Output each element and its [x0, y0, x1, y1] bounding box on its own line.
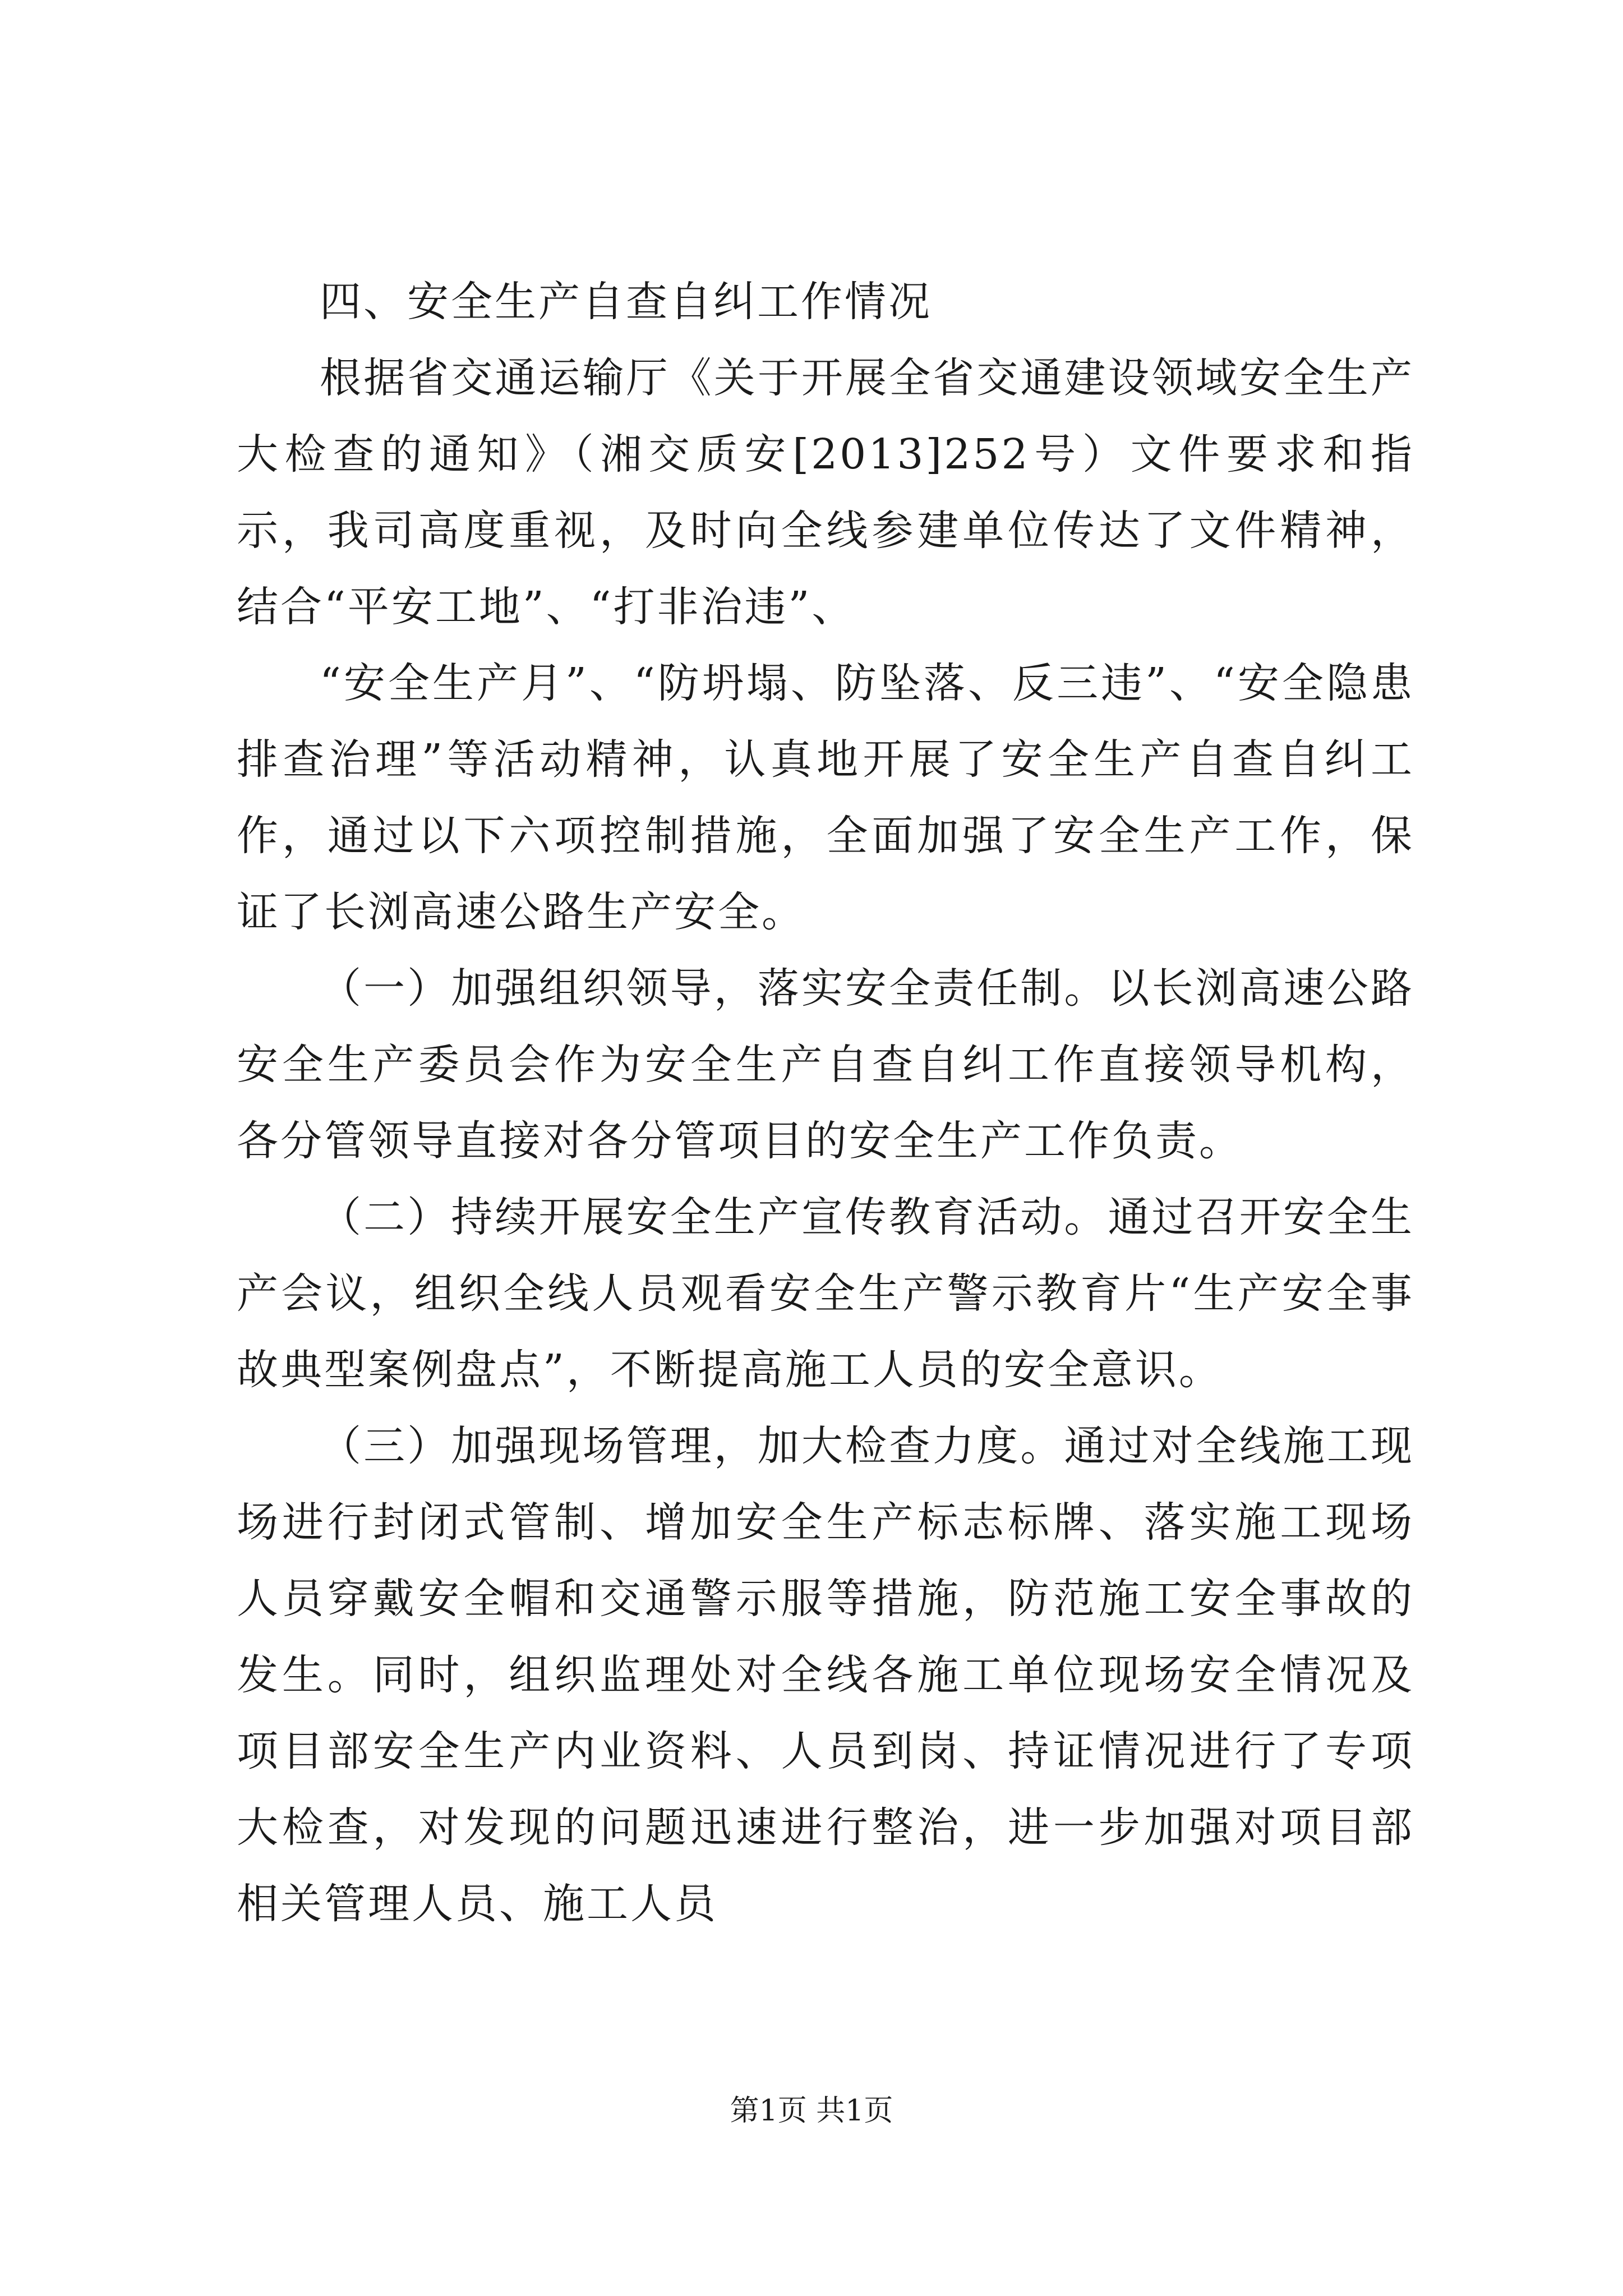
- document-body: [237, 264, 1414, 1942]
- paragraph-measure-3: （三）加强现场管理，加大检查力度。通过对全线施工现场进行封闭式管制、增加安全生产标志标牌、落实施工现场人员穿戴安全帽和交通警示服等措施，防范施工安全事故的发生。同时，组织监理处对全线各施工单位现场安全情况及项目部安全生产内业资料、人员到岗、持证情况进行了专项大检查，对发现的问题迅速进行整治，进一步加强对项目部相关管理人员、施工人员: [237, 1422, 1414, 1928]
- paragraph-measure-2: （二）持续开展安全生产宣传教育活动。通过召开安全生产会议，组织全线人员观看安全生产警示教育片“生产安全事故典型案例盘点”，不断提高施工人员的安全意识。: [237, 1193, 1414, 1394]
- section-heading: 四、安全生产自查自纠工作情况: [320, 278, 932, 326]
- paragraph-intro: 根据省交通运输厅《关于开展全省交通建设领域安全生产大检查的通知》（湘交质安[2013]252号）文件要求和指示，我司高度重视，及时向全线参建单位传达了文件精神，结合“平安工地”、“打非治违”、: [237, 354, 1414, 631]
- page-footer: 第1页 共1页: [730, 2094, 893, 2128]
- paragraph-measure-1: （一）加强组织领导，落实安全责任制。以长浏高速公路安全生产委员会作为安全生产自查自纠工作直接领导机构，各分管领导直接对各分管项目的安全生产工作负责。: [237, 964, 1414, 1165]
- paragraph-activities: “安全生产月”、“防坍塌、防坠落、反三违”、“安全隐患排查治理”等活动精神，认真地开展了安全生产自查自纠工作，通过以下六项控制措施，全面加强了安全生产工作，保证了长浏高速公路生产安全。: [237, 659, 1414, 936]
